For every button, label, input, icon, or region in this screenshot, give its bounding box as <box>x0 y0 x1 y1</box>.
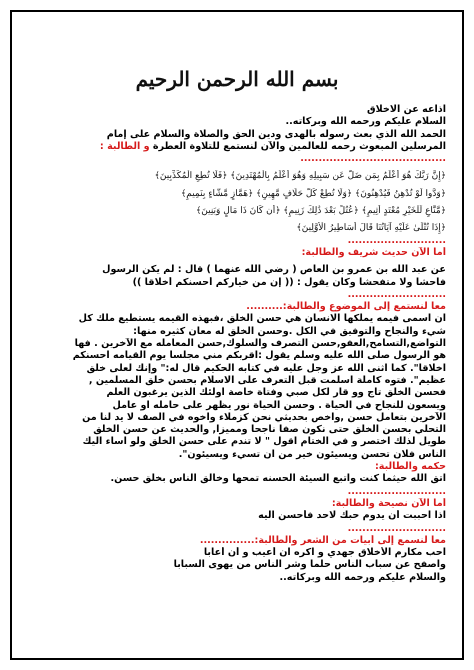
hadith-heading: أما الآن حديث شريف والطالبة: <box>301 246 446 258</box>
document-body <box>28 104 446 584</box>
dotted-line: ........................... <box>347 288 446 300</box>
dotted-line: ........................... <box>347 522 446 534</box>
greeting: السلام عليكم ورحمه الله وبركاته.. <box>285 116 446 128</box>
topic-line: فحسن الخلق تاج وو قار لكل صبي وفتاة خاصة اولئك الذين يرغبون العلم <box>106 387 446 399</box>
wisdom-heading: حكمه والطالبة: <box>374 461 446 473</box>
poetry-verse: واصفح عن سباب الناس حلما وشر الناس من يهوى السبابا <box>173 559 446 571</box>
poetry-verse: احب مكارم الأخلاق جهدي و اكره ان أعيب و أن أعابا <box>203 547 446 559</box>
poetry-heading: معا لنسمع إلى أبيات من الشعر والطالبة:............... <box>199 534 446 546</box>
topic-line: التواضع,التسامح,العفو,حسن التصرف والسلوك,حسن المعامله مع الآخرين . فها <box>74 338 446 350</box>
wisdom-text: اتق الله حيثما كنت واتبع السيئة الحسنه تمحها وخالق الناس بخلق حسن. <box>110 473 446 485</box>
advice-heading: أما الآن نصيحة والطالبة: <box>331 497 446 509</box>
advice-text: اذا احببت أن يدوم حبك لاحد فأحسن اليه <box>258 510 446 522</box>
topic-line: ويسعون للنجاح في الحياة . وحسن الحياة نور يظهر على حامله او عامل <box>112 399 446 411</box>
recitation-student: و الطالبة : <box>99 140 150 152</box>
document-page <box>10 10 464 660</box>
dotted-line: ........................................ <box>300 153 446 165</box>
topic-heading: معا لنستمع إلى الموضوع والطالبة:.......... <box>246 301 446 313</box>
basmala-header: بسم الله الرحمن الرحيم <box>135 67 339 91</box>
topic-line: شيء والنجاح والتوفيق في الكل .وحسن الخلق له معان كثيره منها: <box>133 325 446 337</box>
topic-line: ان اسمى فيمه يملكها الانسان هي حسن الخلق ،فبهذه القيمه يستطيع ملك كل <box>78 313 446 325</box>
hadith-text: فاحشا ولا متفحشا وكان يقول : (( إن من خياركم أحسنكم أخلاقا )) <box>132 276 446 288</box>
quran-verse-4: ﴿إِذَا تُتْلَىٰ عَلَيْهِ آيَاتُنَا قَالَ أَسَاطِيرُ الْأَوَّلِينَ﴾ <box>296 223 446 234</box>
topic-line: التحلي بحسن الخلق حتى نكون صفا ناجحا ومميزا, والحديث عن حسن الخلق <box>93 424 446 436</box>
topic-line: عظيم". فتوه كاملة اسلمت قبل التعرف على الاسلام بحسن خلق المسلمين , <box>88 374 446 386</box>
dotted-line: ........................... <box>347 485 446 497</box>
quran-verse-1: ﴿إِنَّ رَبَّكَ هُوَ أَعْلَمُ بِمَن ضَلَّ عَن سَبِيلِهِ وَهُوَ أَعْلَمُ بِالْمُهْتَدِينَ﴾ ﴿فَلَا تُطِعِ الْمُكَذِّبِينَ﴾ <box>154 171 446 182</box>
document-title: اذاعه عن الاخلاق <box>367 104 446 115</box>
closing-greeting: والسلام عليكم ورحمه الله وبركاته.. <box>279 571 446 583</box>
topic-line: الناس فلان تحسن ويسيئون خير من ان تسيء ويسيئون". <box>178 448 446 460</box>
topic-line: اخلاقا". كما اثنى الله عز وجل عليه في كتابه الحكيم قال له:" وإنك لعلى خلق <box>86 362 446 374</box>
dotted-line: ........................... <box>347 234 446 246</box>
hadith-text: عن عبد الله بن عمرو بن العاص ( رضي الله عنهما ) قال : لم يكن الرسول <box>102 264 446 276</box>
quran-verse-3: ﴿مَّنَّاعٍ لِّلْخَيْرِ مُعْتَدٍ أَثِيمٍ﴾ ﴿عُتُلٍّ بَعْدَ ذَٰلِكَ زَنِيمٍ﴾ ﴿أَن كَانَ ذَا مَالٍ وَبَنِينَ﴾ <box>195 206 446 217</box>
praise-line: الحمد الله الذي بعث رسوله بالهدى ودين الحق والصلاة والسلام على إمام <box>106 128 446 140</box>
topic-line: طويل لذلك اختصر و في الختام اقول " لا تندم على حسن الخلق ولو اساء اليك <box>82 436 446 448</box>
topic-line: الآخرين بتعامل حسن ,واخص بحديثي نحن كزملاء واخوه في الصف لا يد لنا من <box>82 411 446 423</box>
recitation-intro-text: المرسلين المبعوث رحمه للعالمين والآن لنستمع للتلاوة العطرة <box>149 140 446 152</box>
topic-line: هو الرسول صلى الله عليه وسلم يقول :اقربكم مني مجلسا يوم القيامه احسنكم <box>72 350 446 362</box>
recitation-intro <box>28 141 446 153</box>
quran-verse-2: ﴿وَدُّوا لَوْ تُدْهِنُ فَيُدْهِنُونَ﴾ ﴿وَلَا تُطِعْ كُلَّ حَلَّافٍ مَّهِينٍ﴾ ﴿هَمَّازٍ مَّشَّاءٍ بِنَمِيمٍ﴾ <box>180 188 446 199</box>
